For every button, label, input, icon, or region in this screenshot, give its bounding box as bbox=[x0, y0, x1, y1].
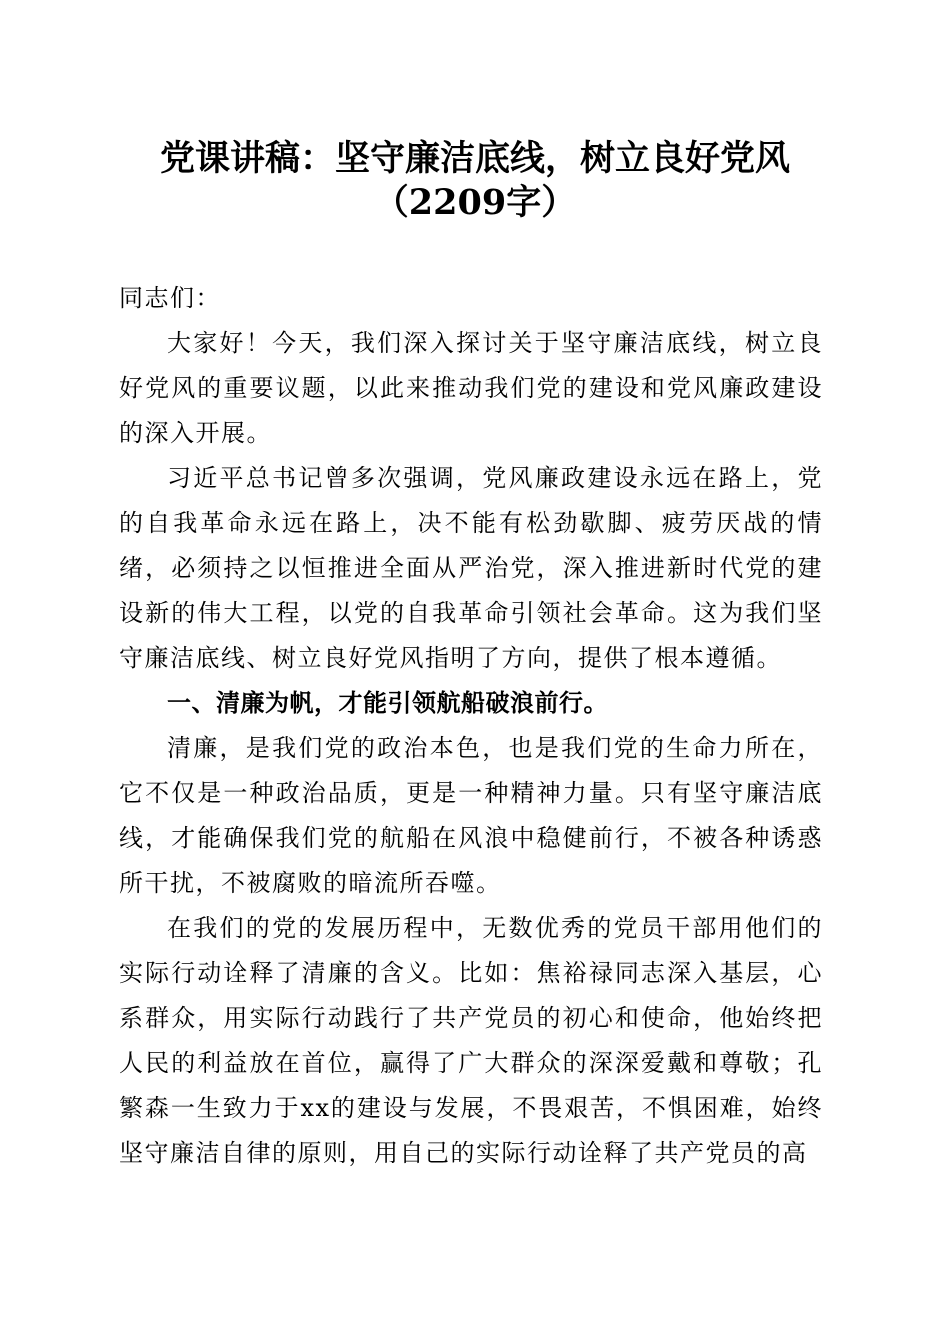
paragraph-intro: 大家好！今天，我们深入探讨关于坚守廉洁底线，树立良好党风的重要议题，以此来推动我们党的建设和党风廉政建设的深入开展。 bbox=[119, 329, 823, 447]
salutation: 同志们： bbox=[119, 284, 221, 312]
paragraph-section1-a: 清廉，是我们党的政治本色，也是我们党的生命力所在，它不仅是一种政治品质，更是一种精神力量。只有坚守廉洁底线，才能确保我们党的航船在风浪中稳健前行，不被各种诱惑所干扰，不被腐败的暗流所吞噬。 bbox=[119, 734, 823, 897]
document-title: 党课讲稿：坚守廉洁底线，树立良好党风 bbox=[159, 138, 790, 179]
document-word-count: （2209字） bbox=[373, 182, 577, 223]
paragraph-section1-b: 在我们的党的发展历程中，无数优秀的党员干部用他们的实际行动诠释了清廉的含义。比如：焦裕禄同志深入基层，心系群众，用实际行动践行了共产党员的初心和使命，他始终把人民的利益放在首位，赢得了广大群众的深深爱戴和尊敬；孔繁森一生致力于xx的建设与发展，不畏艰苦，不惧困难，始终坚守廉洁自律的原则，用自己的实际行动诠释了共产党员的高 bbox=[119, 914, 823, 1167]
section-heading-1: 一、清廉为帆，才能引领航船破浪前行。 bbox=[167, 689, 608, 717]
document-body bbox=[119, 276, 823, 1176]
paragraph-direction: 习近平总书记曾多次强调，党风廉政建设永远在路上，党的自我革命永远在路上，决不能有松劲歇脚、疲劳厌战的情绪，必须持之以恒推进全面从严治党，深入推进新时代党的建设新的伟大工程，以党的自我革命引领社会革命。这为我们坚守廉洁底线、树立良好党风指明了方向，提供了根本遵循。 bbox=[119, 464, 823, 672]
